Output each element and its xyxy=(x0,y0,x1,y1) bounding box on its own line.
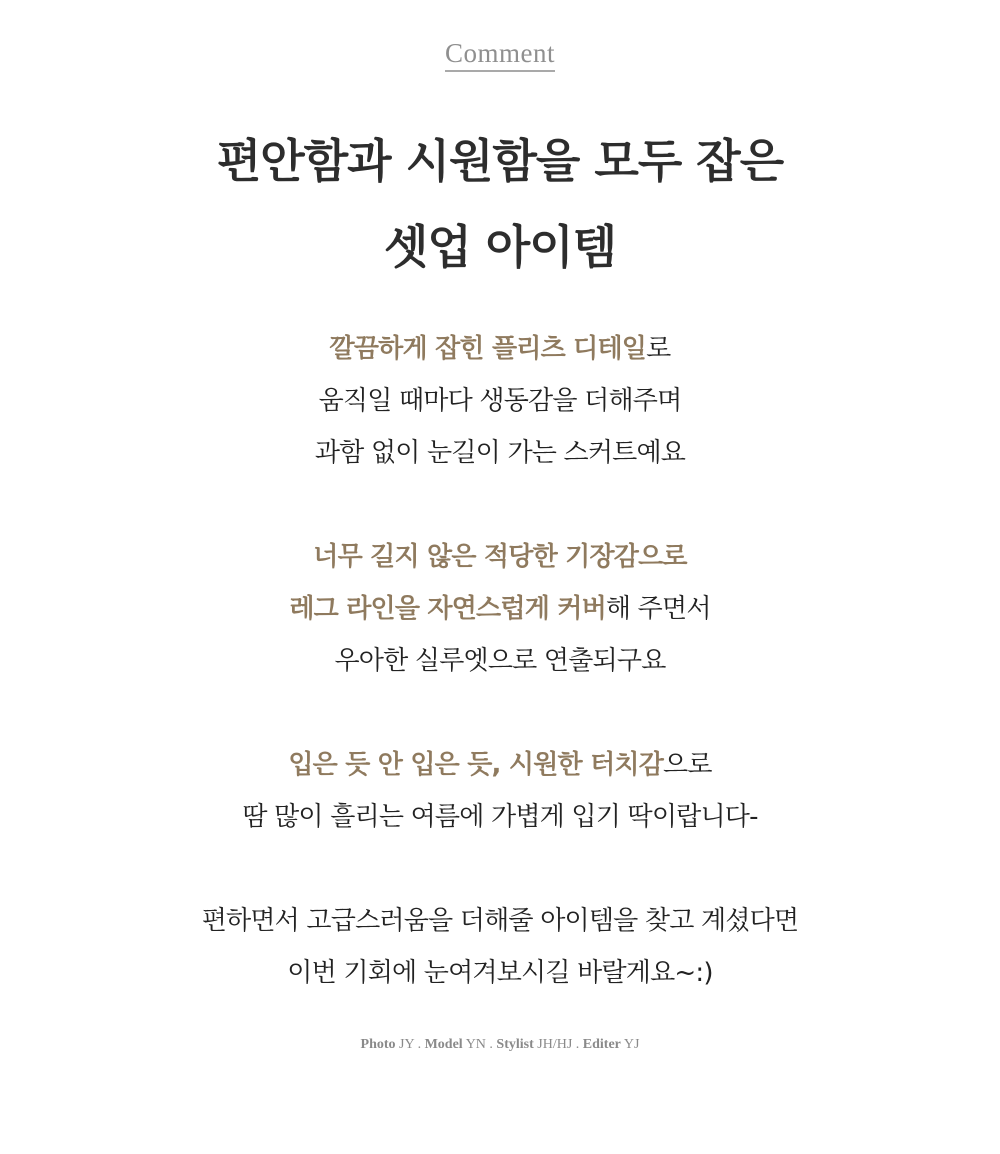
paragraph-line xyxy=(0,531,1000,583)
plain-text: 으로 xyxy=(663,750,712,780)
paragraph-line: 땀 많이 흘리는 여름에 가볍게 입기 딱이랍니다- xyxy=(242,802,758,832)
paragraph-pleats xyxy=(0,323,1000,479)
credit-photo-value: JY xyxy=(399,1037,415,1052)
paragraph-line xyxy=(0,739,1000,791)
paragraph-length xyxy=(0,531,1000,687)
credit-separator: . xyxy=(417,1037,422,1052)
credit-model-value: YN xyxy=(465,1037,486,1052)
paragraph-line: 편하면서 고급스러움을 더해줄 아이템을 찾고 계셨다면 xyxy=(201,906,799,936)
highlight-text: 레그 라인을 자연스럽게 커버 xyxy=(289,594,606,624)
paragraph-closing xyxy=(0,895,1000,999)
credit-separator: . xyxy=(575,1037,580,1052)
highlight-text: 너무 길지 않은 적당한 기장감으로 xyxy=(313,542,687,572)
highlight-text: 깔끔하게 잡힌 플리츠 디테일 xyxy=(329,334,647,364)
credit-separator: . xyxy=(489,1037,493,1052)
plain-text: 로 xyxy=(646,334,671,364)
paragraph-line: 우아한 실루엣으로 연출되구요 xyxy=(334,646,666,676)
paragraph-line: 이번 기회에 눈여겨보시길 바랄게요~:) xyxy=(287,958,713,988)
credit-model-label: Model xyxy=(424,1037,463,1052)
credit-editor-value: YJ xyxy=(623,1037,640,1052)
headline-line-2: 셋업 아이템 xyxy=(383,220,617,274)
headline-line-1: 편안함과 시원함을 모두 잡은 xyxy=(216,134,784,188)
plain-text: 해 주면서 xyxy=(605,594,711,624)
description-body xyxy=(0,323,1000,1051)
headline xyxy=(0,118,1000,290)
paragraph-line: 과함 없이 눈길이 가는 스커트예요 xyxy=(314,438,686,468)
credit-stylist-value: JH/HJ xyxy=(537,1037,573,1052)
paragraph-line xyxy=(0,583,1000,635)
comment-heading-text: Comment xyxy=(445,38,555,72)
comment-heading xyxy=(0,38,1000,72)
credit-photo-label: Photo xyxy=(360,1037,396,1052)
paragraph-touch xyxy=(0,739,1000,843)
credit-stylist-label: Stylist xyxy=(496,1037,534,1052)
photo-credits xyxy=(0,1037,1000,1053)
credit-editor-label: Editer xyxy=(582,1037,621,1052)
paragraph-line: 움직일 때마다 생동감을 더해주며 xyxy=(318,386,682,416)
paragraph-line xyxy=(0,323,1000,375)
highlight-text: 입은 듯 안 입은 듯, 시원한 터치감 xyxy=(288,750,664,780)
